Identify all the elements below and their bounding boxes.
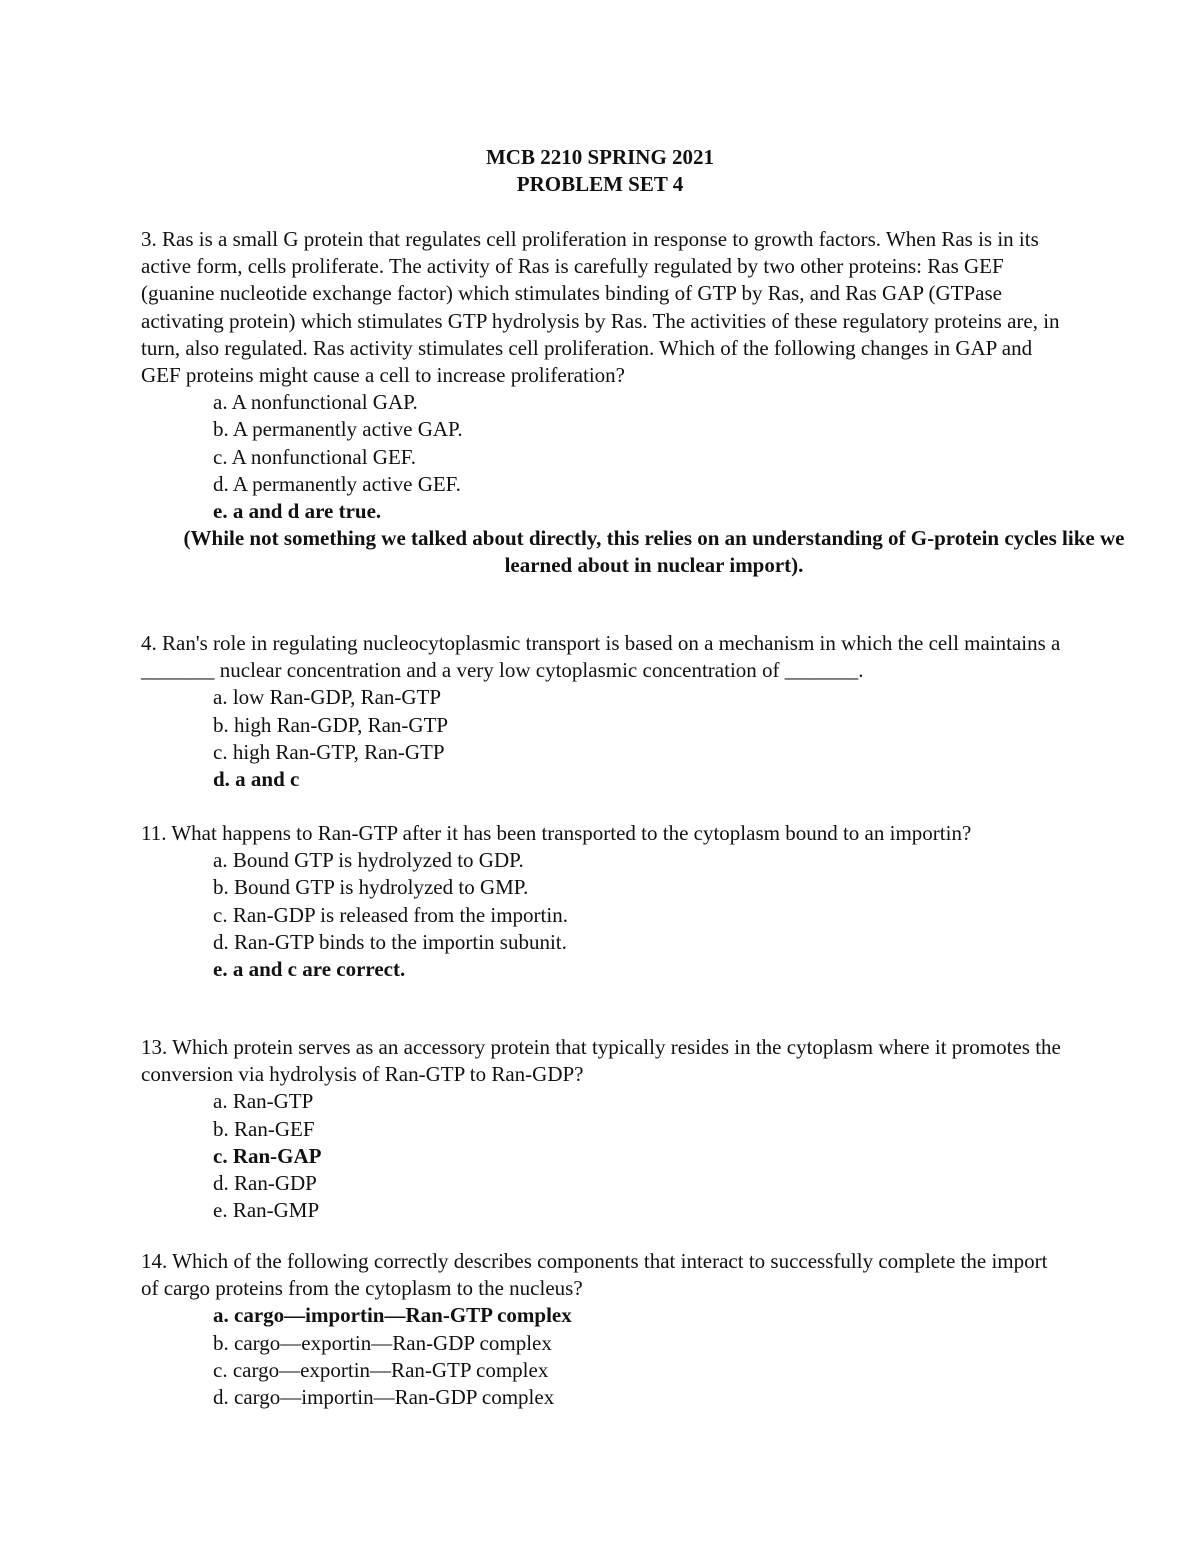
option-d: d. cargo—importin—Ran-GDP complex	[213, 1385, 555, 1410]
answer-option-a: a. cargo—importin—Ran-GTP complex	[213, 1303, 572, 1328]
option-c: c. high Ran-GTP, Ran-GTP	[213, 739, 445, 764]
answer-note: (While not something we talked about directly, this relies on an understanding of G-protein cycles like we learned about in nuclear import).	[183, 526, 1125, 578]
answer-option-d: d. a and c	[213, 767, 300, 792]
option-a: a. low Ran-GDP, Ran-GTP	[213, 685, 442, 710]
question-4	[141, 630, 1061, 793]
option-c: c. A nonfunctional GEF.	[213, 444, 417, 469]
option-a: a. A nonfunctional GAP.	[213, 390, 418, 415]
answer-option-e: e. a and c are correct.	[213, 957, 406, 982]
question-stem: 14. Which of the following correctly describes components that interact to successfully complete the import of cargo proteins from the cytoplasm to the nucleus?	[141, 1249, 1048, 1301]
option-d: d. A permanently active GEF.	[213, 471, 461, 496]
question-3	[141, 226, 1125, 580]
option-a: a. Ran-GTP	[213, 1089, 314, 1114]
question-11	[141, 820, 1061, 983]
course-title: MCB 2210 SPRING 2021	[485, 145, 715, 169]
question-stem: 11. What happens to Ran-GTP after it has been transported to the cytoplasm bound to an importin?	[141, 821, 972, 845]
option-b: b. A permanently active GAP.	[213, 417, 463, 442]
option-c: c. Ran-GDP is released from the importin.	[213, 902, 568, 927]
option-b: b. Bound GTP is hydrolyzed to GMP.	[213, 875, 529, 900]
option-e: e. Ran-GMP	[213, 1198, 320, 1223]
problem-set-title: PROBLEM SET 4	[516, 172, 684, 196]
answer-option-c: c. Ran-GAP	[213, 1143, 322, 1168]
option-a: a. Bound GTP is hydrolyzed to GDP.	[213, 848, 524, 873]
option-c: c. cargo—exportin—Ran-GTP complex	[213, 1357, 549, 1382]
option-d: d. Ran-GTP binds to the importin subunit.	[213, 929, 567, 954]
question-14	[141, 1248, 1061, 1411]
question-stem: 4. Ran's role in regulating nucleocytoplasmic transport is based on a mechanism in which the cell maintains a _______ nuclear concentration and a very low cytoplasmic concentration of _______.	[141, 631, 1061, 683]
question-stem: 13. Which protein serves as an accessory protein that typically resides in the cytoplasm where it promotes the conversion via hydrolysis of Ran-GTP to Ran-GDP?	[141, 1035, 1061, 1087]
option-d: d. Ran-GDP	[213, 1171, 317, 1196]
question-stem: 3. Ras is a small G protein that regulates cell proliferation in response to growth factors. When Ras is in its active form, cells proliferate. The activity of Ras is carefully regulated by two other proteins: Ras GEF (guanine nucleotide exchange factor) which stimulates binding of GTP by Ras, and Ras GAP (GTPase activating protein) which stimulates GTP hydrolysis by Ras. The activities of these regulatory proteins are, in turn, also regulated. Ras activity stimulates cell proliferation. Which of the following changes in GAP and GEF proteins might cause a cell to increase proliferation?	[141, 227, 1060, 388]
question-13	[141, 1034, 1061, 1224]
option-b: b. Ran-GEF	[213, 1116, 315, 1141]
option-b: b. high Ran-GDP, Ran-GTP	[213, 712, 449, 737]
answer-option-e: e. a and d are true.	[213, 499, 382, 524]
option-b: b. cargo—exportin—Ran-GDP complex	[213, 1330, 552, 1355]
